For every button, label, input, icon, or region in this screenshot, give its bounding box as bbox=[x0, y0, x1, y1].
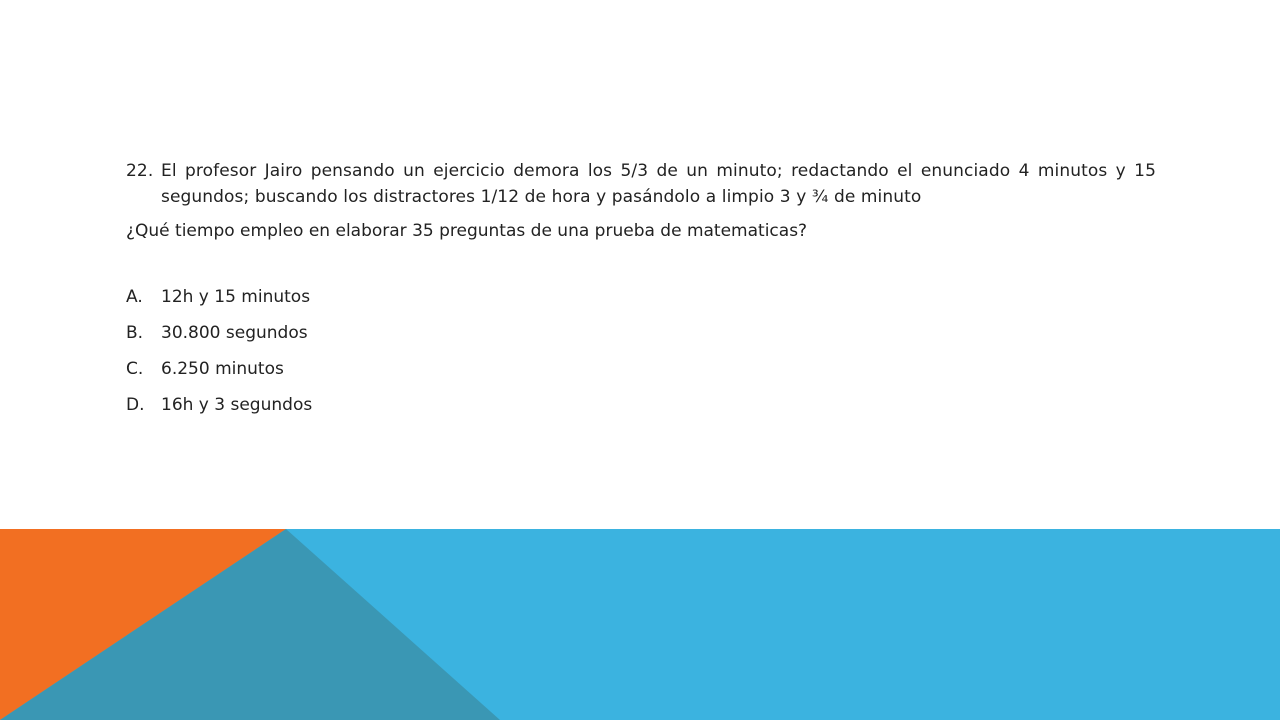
option-text: 6.250 minutos bbox=[161, 359, 284, 379]
question-number: 22. bbox=[126, 161, 154, 181]
question-block bbox=[126, 158, 1156, 428]
answer-options bbox=[126, 284, 1156, 418]
option-b bbox=[126, 320, 1156, 346]
question-text: El profesor Jairo pensando un ejercicio demora los 5/3 de un minuto; redactando el enunciado 4 minutos y 15 segundos; buscando los distractores 1/12 de hora y pasándolo a limpio 3 y ¾ de minuto bbox=[161, 161, 1156, 207]
option-letter: D. bbox=[126, 395, 145, 415]
option-text: 30.800 segundos bbox=[161, 323, 308, 343]
option-c bbox=[126, 356, 1156, 382]
option-d bbox=[126, 392, 1156, 418]
question-prompt: ¿Qué tiempo empleo en elaborar 35 preguntas de una prueba de matematicas? bbox=[126, 221, 808, 241]
question bbox=[126, 158, 1156, 210]
option-text: 16h y 3 segundos bbox=[161, 395, 313, 415]
option-letter: A. bbox=[126, 287, 143, 307]
decorative-band bbox=[0, 529, 1280, 720]
option-a bbox=[126, 284, 1156, 310]
option-letter: C. bbox=[126, 359, 144, 379]
option-letter: B. bbox=[126, 323, 144, 343]
option-text: 12h y 15 minutos bbox=[161, 287, 311, 307]
